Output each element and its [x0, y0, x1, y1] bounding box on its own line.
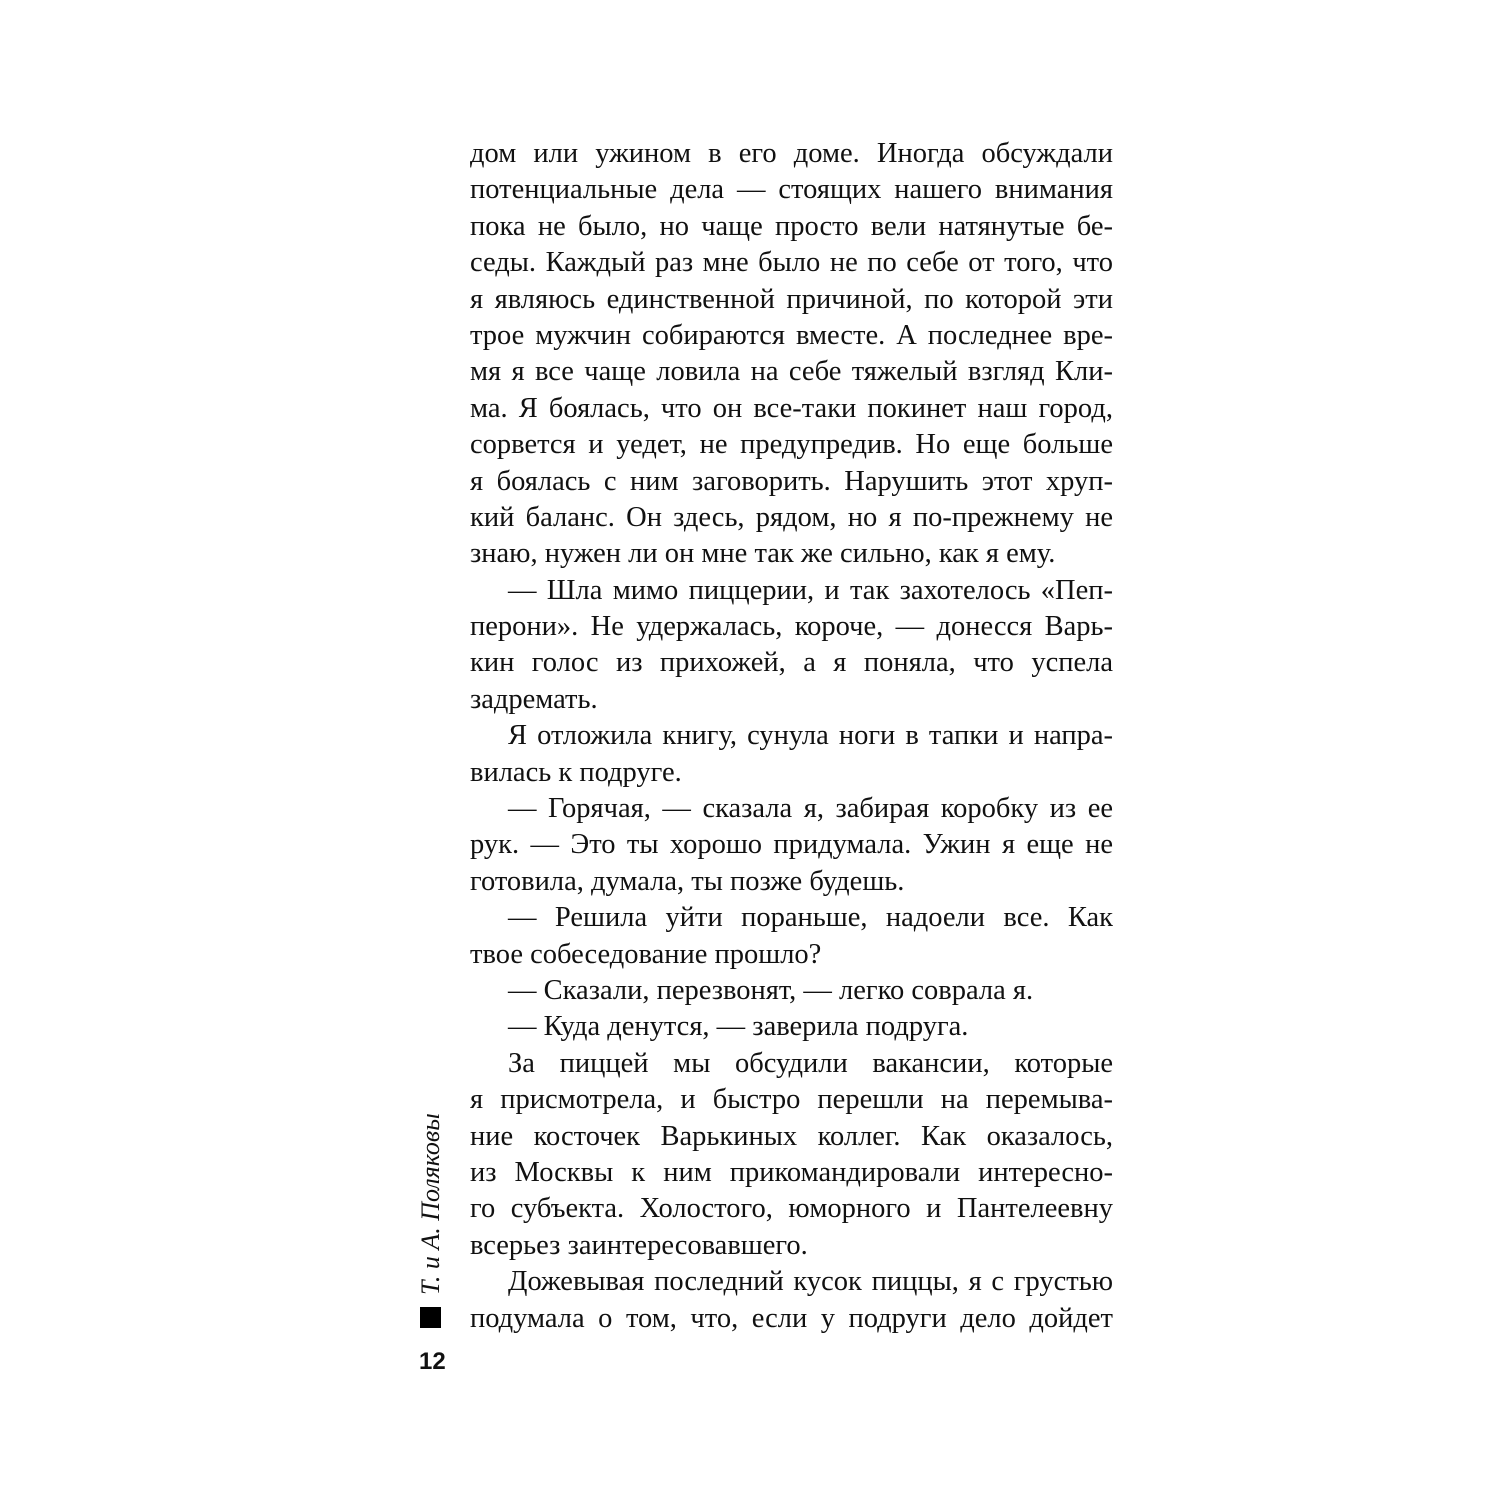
text-line: го субъекта. Холостого, юморного и Пантелеевну — [470, 1193, 1113, 1225]
page-number: 12 — [419, 1348, 446, 1375]
text-line: сорвется и уедет, не предупредив. Но еще больше — [470, 429, 1113, 461]
text-line: готовила, думала, ты позже будешь. — [470, 865, 905, 897]
text-line: я боялась с ним заговорить. Нарушить этот хруп- — [470, 465, 1113, 497]
text-line: трое мужчин собираются вместе. А последнее вре- — [470, 319, 1113, 351]
text-line: ма. Я боялась, что он все-таки покинет наш город, — [470, 392, 1113, 424]
text-line: вилась к подруге. — [470, 756, 682, 788]
text-line: всерьез заинтересовавшего. — [470, 1229, 808, 1261]
text-line: — Решила уйти пораньше, надоели все. Как — [508, 902, 1113, 934]
text-line: задремать. — [470, 683, 598, 715]
text-line: За пиццей мы обсудили вакансии, которые — [508, 1047, 1113, 1079]
text-line: седы. Каждый раз мне было не по себе от того, что — [470, 247, 1113, 279]
text-line: дом или ужином в его доме. Иногда обсуждали — [470, 138, 1113, 169]
text-line: пока не было, но чаще просто вели натянутые бе- — [470, 210, 1113, 242]
text-line: — Куда денутся, — заверила подруга. — [508, 1011, 969, 1043]
text-line: потенциальные дела — стоящих нашего внимания — [470, 174, 1113, 206]
text-line: я присмотрела, и быстро перешли на перемыва- — [470, 1084, 1113, 1116]
black-square-marker — [420, 1307, 441, 1328]
text-line: перони». Не удержалась, короче, — донесся Варь- — [470, 611, 1113, 643]
text-line: из Москвы к ним прикомандировали интересно- — [470, 1156, 1113, 1188]
text-line: кин голос из прихожей, а я поняла, что успела — [470, 647, 1113, 679]
text-line: — Горячая, — сказала я, забирая коробку из ее — [508, 793, 1113, 825]
text-line: рук. — Это ты хорошо придумала. Ужин я еще не — [470, 829, 1113, 861]
text-line: — Сказали, перезвонят, — легко соврала я. — [508, 974, 1034, 1006]
body-text — [470, 136, 1113, 1337]
text-line: — Шла мимо пиццерии, и так захотелось «Пеп- — [508, 574, 1113, 606]
text-line: я являюсь единственной причиной, по которой эти — [470, 283, 1113, 315]
text-line: знаю, нужен ли он мне так же сильно, как я ему. — [470, 538, 1056, 570]
text-line: ние косточек Варькиных коллег. Как оказалось, — [470, 1120, 1113, 1152]
text-line: кий баланс. Он здесь, рядом, но я по-прежнему не — [470, 501, 1113, 533]
text-line: Я отложила книгу, сунула ноги в тапки и напра- — [508, 720, 1113, 752]
text-line: мя я все чаще ловила на себе тяжелый взгляд Кли- — [470, 356, 1113, 388]
text-line: подумала о том, что, если у подруги дело дойдет — [470, 1302, 1113, 1334]
running-head-authors: Т. и А. Поляковы — [416, 1113, 445, 1295]
text-line: твое собеседование прошло? — [470, 938, 822, 970]
text-line: Дожевывая последний кусок пиццы, я с грустью — [508, 1266, 1113, 1298]
